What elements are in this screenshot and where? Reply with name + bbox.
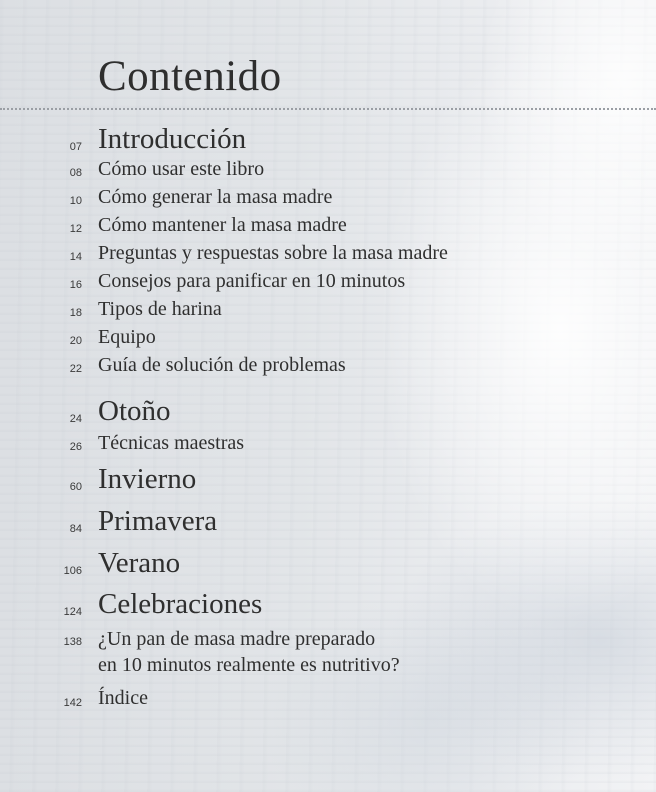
toc-entry-como-usar[interactable]	[0, 158, 600, 186]
toc-page-number: 84	[69, 523, 82, 535]
toc-section-title: Celebraciones	[98, 588, 263, 620]
toc-page-number: 20	[69, 335, 82, 347]
toc-entry-generar-masa[interactable]	[0, 186, 600, 214]
toc-item-title-line2: en 10 minutos realmente es nutritivo?	[98, 654, 400, 676]
toc-item-title: Consejos para panificar en 10 minutos	[98, 270, 406, 292]
toc-section-title: Invierno	[98, 463, 197, 495]
toc-entry-primavera[interactable]	[0, 505, 600, 537]
toc-entry-solucion-problemas[interactable]	[0, 354, 600, 382]
toc-section-title: Introducción	[98, 123, 247, 155]
toc-page-number: 16	[69, 279, 82, 291]
toc-page-number: 142	[63, 697, 82, 709]
toc-section-title: Otoño	[98, 395, 171, 427]
toc-section-title: Primavera	[98, 505, 218, 537]
toc-page-number: 106	[63, 565, 82, 577]
toc-section-title: Verano	[98, 547, 181, 579]
page-title: Contenido	[98, 53, 282, 100]
toc-page-number: 22	[69, 363, 82, 375]
toc-page-number: 12	[69, 223, 82, 235]
toc-entry-celebraciones[interactable]	[0, 588, 600, 620]
toc-entry-nutritivo[interactable]	[0, 627, 600, 681]
toc-entry-indice[interactable]	[0, 688, 600, 716]
toc-item-title: Equipo	[98, 326, 156, 348]
toc-page-number: 10	[69, 195, 82, 207]
toc-page-number: 60	[69, 481, 82, 493]
toc-item-title-line1: ¿Un pan de masa madre preparado	[98, 628, 376, 650]
toc-entry-tecnicas-maestras[interactable]	[0, 432, 600, 460]
toc-page-number: 26	[69, 441, 82, 453]
toc-item-title: Índice	[98, 687, 148, 709]
toc-item-title: Tipos de harina	[98, 298, 222, 320]
toc-item-title	[98, 626, 400, 678]
toc-entry-mantener-masa[interactable]	[0, 214, 600, 242]
title-divider	[0, 108, 656, 110]
toc-entry-preguntas[interactable]	[0, 242, 600, 270]
toc-entry-tipos-harina[interactable]	[0, 298, 600, 326]
toc-item-title: Cómo usar este libro	[98, 158, 265, 180]
toc-page-number: 14	[69, 251, 82, 263]
toc-entry-introduccion[interactable]	[0, 123, 600, 155]
toc-item-title: Cómo mantener la masa madre	[98, 214, 347, 236]
toc-item-title: Técnicas maestras	[98, 432, 245, 454]
toc-page-number: 18	[69, 307, 82, 319]
toc-item-title: Cómo generar la masa madre	[98, 186, 333, 208]
toc-entry-invierno[interactable]	[0, 463, 600, 495]
toc-entry-consejos[interactable]	[0, 270, 600, 298]
toc-page-number: 138	[63, 636, 82, 648]
toc-page-number: 24	[69, 413, 82, 425]
toc-page-number: 124	[63, 606, 82, 618]
toc-entry-otono[interactable]	[0, 395, 600, 427]
toc-page-number: 07	[69, 141, 82, 153]
toc-item-title: Guía de solución de problemas	[98, 354, 346, 376]
toc-item-title: Preguntas y respuestas sobre la masa madre	[98, 242, 448, 264]
toc-entry-verano[interactable]	[0, 547, 600, 579]
toc-page-number: 08	[69, 167, 82, 179]
toc-entry-equipo[interactable]	[0, 326, 600, 354]
